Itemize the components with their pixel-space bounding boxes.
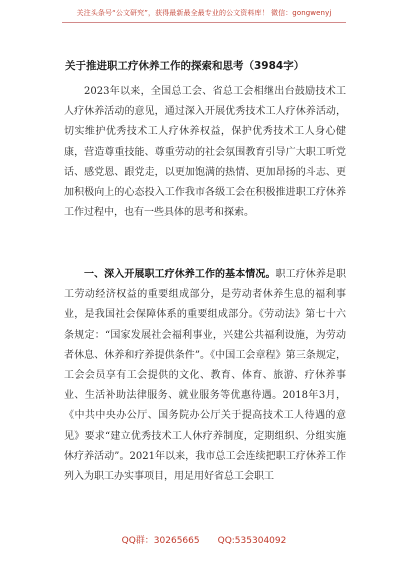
footer-contact bbox=[0, 533, 408, 546]
document-title: 关于推进职工疗休养工作的探索和思考（3984字） bbox=[65, 60, 305, 72]
footer-qq-group: QQ群：30265665 bbox=[121, 536, 200, 546]
section-heading: 一、深入开展职工疗休养工作的基本情况。 bbox=[84, 269, 276, 280]
paragraph-intro: 2023年以来，全国总工会、省总工会相继出台鼓励技术工人疗休养活动的意见，通过深入开展优秀技术工人疗休养活动，切实维护优秀技术工人疗休养权益，保护优秀技术工人身心健康，营造尊重技能、尊重劳动的社会氛围教育引导广大职工听党话、感党恩、跟党走，以更加饱满的热情、更加昂扬的斗志、更加积极向上的心态投入工作我市各级工会在积极推进职工疗休养工作过程中，也有一些具体的思考和探索。 bbox=[64, 86, 346, 219]
section-body: 职工疗休养是职工劳动经济权益的重要组成部分，是劳动者休养生息的福利事业，是我国社会保障体系的重要组成部分。《劳动法》第七十六条规定：“国家发展社会福利事业，兴建公共福利设施，为劳动者休息、休养和疗养提供条件”。《中国工会章程》第三条规定，工会会员享有工会提供的文化、教育、体育、旅游、疗休养事业、生活补助法律服务、就业服务等优惠待遇。2018年3月，《中共中央办公厅、国务院办公厅关于提高技术工人待遇的意见》要求“建立优秀技术工人休疗养制度，定期组织、分组实施休疗养活动”。2021年以来，我市总工会连续把职工疗休养工作列入为职工办实事项目，用足用好省总工会职工 bbox=[64, 269, 347, 483]
footer-qq: QQ:535304092 bbox=[217, 536, 287, 546]
header-banner: 关注头条号“公文研究”，获得最新最全最专业的公文资料库！ 微信：gongwenyj bbox=[76, 9, 332, 17]
paragraph-section-one bbox=[64, 265, 346, 487]
header-divider bbox=[62, 22, 346, 23]
